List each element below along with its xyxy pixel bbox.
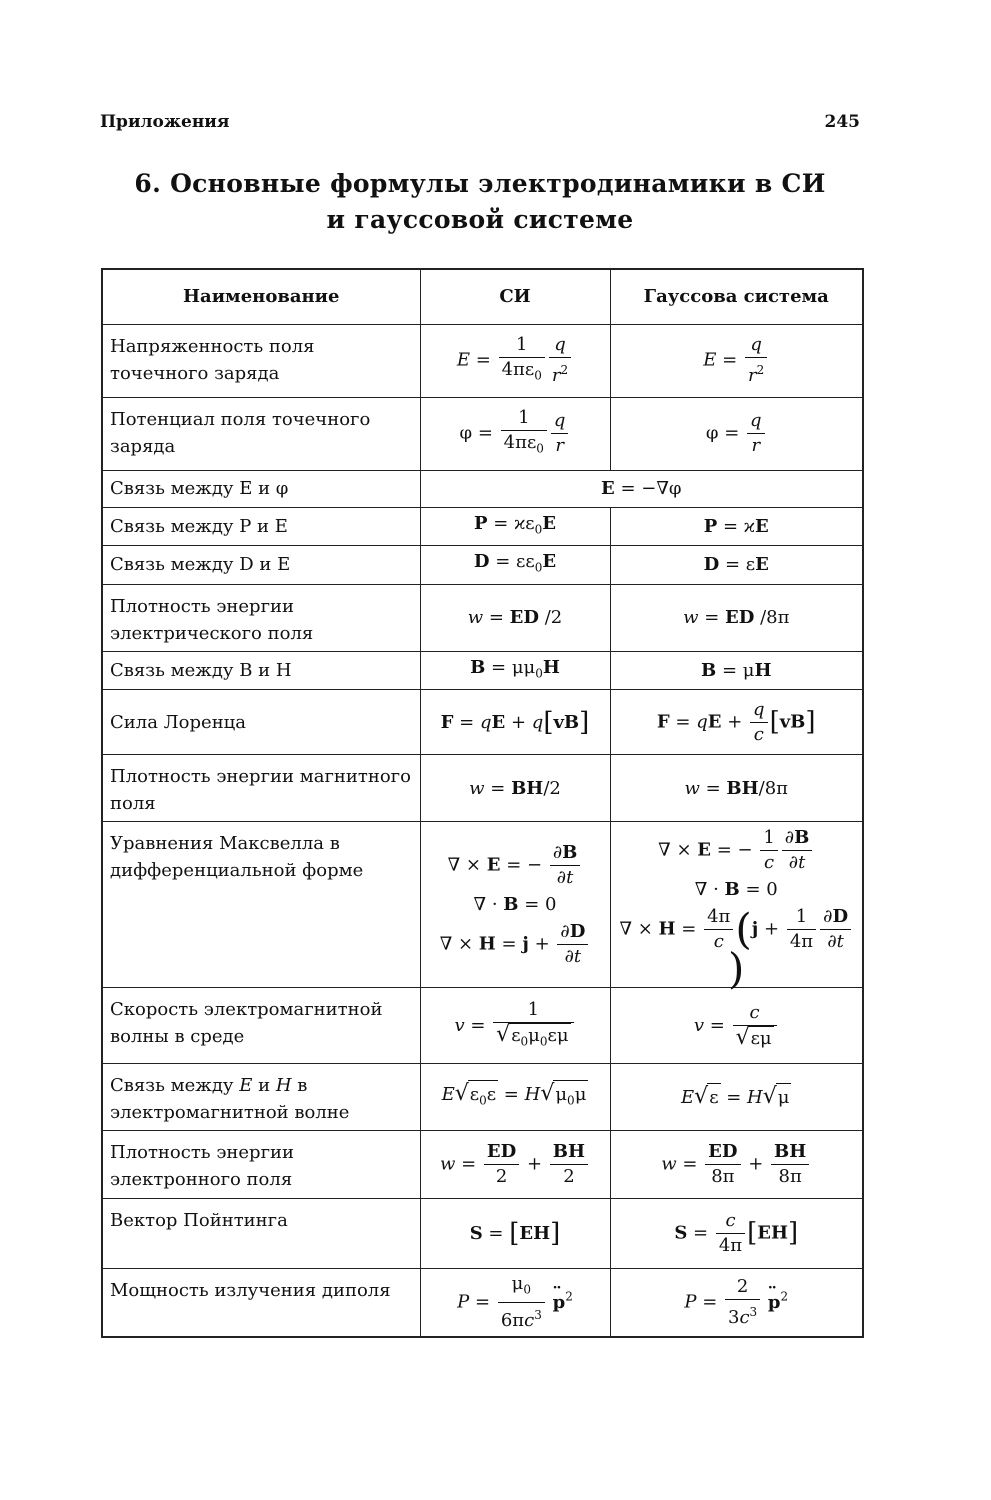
table-header-row bbox=[102, 269, 863, 324]
row-name: Плотность энергии электронного поля bbox=[102, 1131, 420, 1199]
row-name: Связь между E и φ bbox=[102, 470, 420, 507]
table-row bbox=[102, 1064, 863, 1131]
page-title bbox=[100, 166, 860, 238]
formula-si: $P = ϰ\varepsilon_0E$ bbox=[420, 507, 610, 546]
formula-gauss: w = ED /8π bbox=[610, 584, 863, 651]
title-line-2: и гауссовой системе bbox=[326, 205, 634, 234]
formula-gauss: E√ε = H√μ bbox=[610, 1064, 863, 1131]
formula-gauss: v = $\frac{c}{√\varepsilon\mu}$ bbox=[610, 988, 863, 1064]
formula-gauss: ∇ × E = − $\frac{1}{c}$ $\frac{\partial B}{\partial t}$ ∇ · B = 0 ∇ × H = $\frac{4\pi}{c}$ (j + $\frac{1}{4\pi}$ $\frac{\partial D}{\partial t}$ ) bbox=[610, 822, 863, 988]
table-row bbox=[102, 584, 863, 651]
formula-gauss: φ = $\frac{q}{r}$ bbox=[610, 397, 863, 470]
formula-si: v = $\frac{1}{√\varepsilon_0\mu_0\varepsilon\mu}$ bbox=[420, 988, 610, 1064]
row-name: Уравнения Максвелла в дифференциальной форме bbox=[102, 822, 420, 988]
table-row bbox=[102, 546, 863, 585]
column-header-name: Наименование bbox=[102, 269, 420, 324]
row-name: Вектор Пойнтинга bbox=[102, 1199, 420, 1269]
row-name: Сила Лоренца bbox=[102, 690, 420, 755]
formula-si: $E√\varepsilon_0\varepsilon = H√\mu_0\mu$ bbox=[420, 1064, 610, 1131]
table-row bbox=[102, 324, 863, 397]
formula-gauss: w = $\frac{ED}{8\pi}$ + $\frac{BH}{8\pi}$ bbox=[610, 1131, 863, 1199]
row-name: Мощность излучения диполя bbox=[102, 1269, 420, 1337]
formula-si: P = $\frac{\mu_0}{6\pi c^3}$ ·· $p^2$ bbox=[420, 1269, 610, 1337]
table-row bbox=[102, 470, 863, 507]
formula-gauss: S = $\frac{c}{4\pi}$ [EH] bbox=[610, 1199, 863, 1269]
table-row bbox=[102, 822, 863, 988]
table-row bbox=[102, 651, 863, 690]
table-row bbox=[102, 1131, 863, 1199]
row-name: Плотность энергии электрического поля bbox=[102, 584, 420, 651]
formula-si: F = qE + q[vB] bbox=[420, 690, 610, 755]
formula-si: w = BH/2 bbox=[420, 755, 610, 822]
row-name: Плотность энергии магнитного поля bbox=[102, 755, 420, 822]
row-name: Связь между D и E bbox=[102, 546, 420, 585]
formula-gauss: P = $\frac{2}{3c^3}$ ·· $p^2$ bbox=[610, 1269, 863, 1337]
formula-si: S = [EH] bbox=[420, 1199, 610, 1269]
formula-si: w = $\frac{ED}{2}$ + $\frac{BH}{2}$ bbox=[420, 1131, 610, 1199]
formula-si: $B = \mu\mu_0H$ bbox=[420, 651, 610, 690]
row-name: Напряженность поля точечного заряда bbox=[102, 324, 420, 397]
table-row bbox=[102, 397, 863, 470]
row-name: Связь между P и E bbox=[102, 507, 420, 546]
formula-si: ∇ × E = − $\frac{\partial B}{\partial t}$ ∇ · B = 0 ∇ × H = j + $\frac{\partial D}{\partial t}$ bbox=[420, 822, 610, 988]
formula-si: w = ED /2 bbox=[420, 584, 610, 651]
formula-table bbox=[101, 268, 864, 1338]
formula-si: φ = $\frac{1}{4\pi\varepsilon_0}$ $\frac{q}{r}$ bbox=[420, 397, 610, 470]
row-name: Скорость электромагнитной волны в среде bbox=[102, 988, 420, 1064]
section-title: Приложения bbox=[100, 112, 230, 132]
table-row bbox=[102, 1199, 863, 1269]
formula-gauss: F = qE + $\frac{q}{c}$ [vB] bbox=[610, 690, 863, 755]
title-line-1: 6. Основные формулы электродинамики в СИ bbox=[134, 169, 826, 198]
table-row bbox=[102, 690, 863, 755]
running-head bbox=[100, 112, 860, 142]
row-name: Потенциал поля точечного заряда bbox=[102, 397, 420, 470]
row-name: Связь между B и H bbox=[102, 651, 420, 690]
formula-common: E = −∇φ bbox=[420, 470, 863, 507]
formula-si: E = $\frac{1}{4\pi\varepsilon_0}$ $\frac{q}{r^2}$ bbox=[420, 324, 610, 397]
page-number: 245 bbox=[824, 112, 860, 132]
row-name: Связь между E и H в электромагнитной волне bbox=[102, 1064, 420, 1131]
formula-gauss: E = $\frac{q}{r^2}$ bbox=[610, 324, 863, 397]
formula-gauss: D = εE bbox=[610, 546, 863, 585]
column-header-gauss: Гауссова система bbox=[610, 269, 863, 324]
table-row bbox=[102, 1269, 863, 1337]
formula-si: $D = \varepsilon\varepsilon_0E$ bbox=[420, 546, 610, 585]
table-row bbox=[102, 755, 863, 822]
column-header-si: СИ bbox=[420, 269, 610, 324]
table-row bbox=[102, 507, 863, 546]
formula-gauss: w = BH/8π bbox=[610, 755, 863, 822]
formula-gauss: P = ϰE bbox=[610, 507, 863, 546]
table-row bbox=[102, 988, 863, 1064]
formula-gauss: B = μH bbox=[610, 651, 863, 690]
